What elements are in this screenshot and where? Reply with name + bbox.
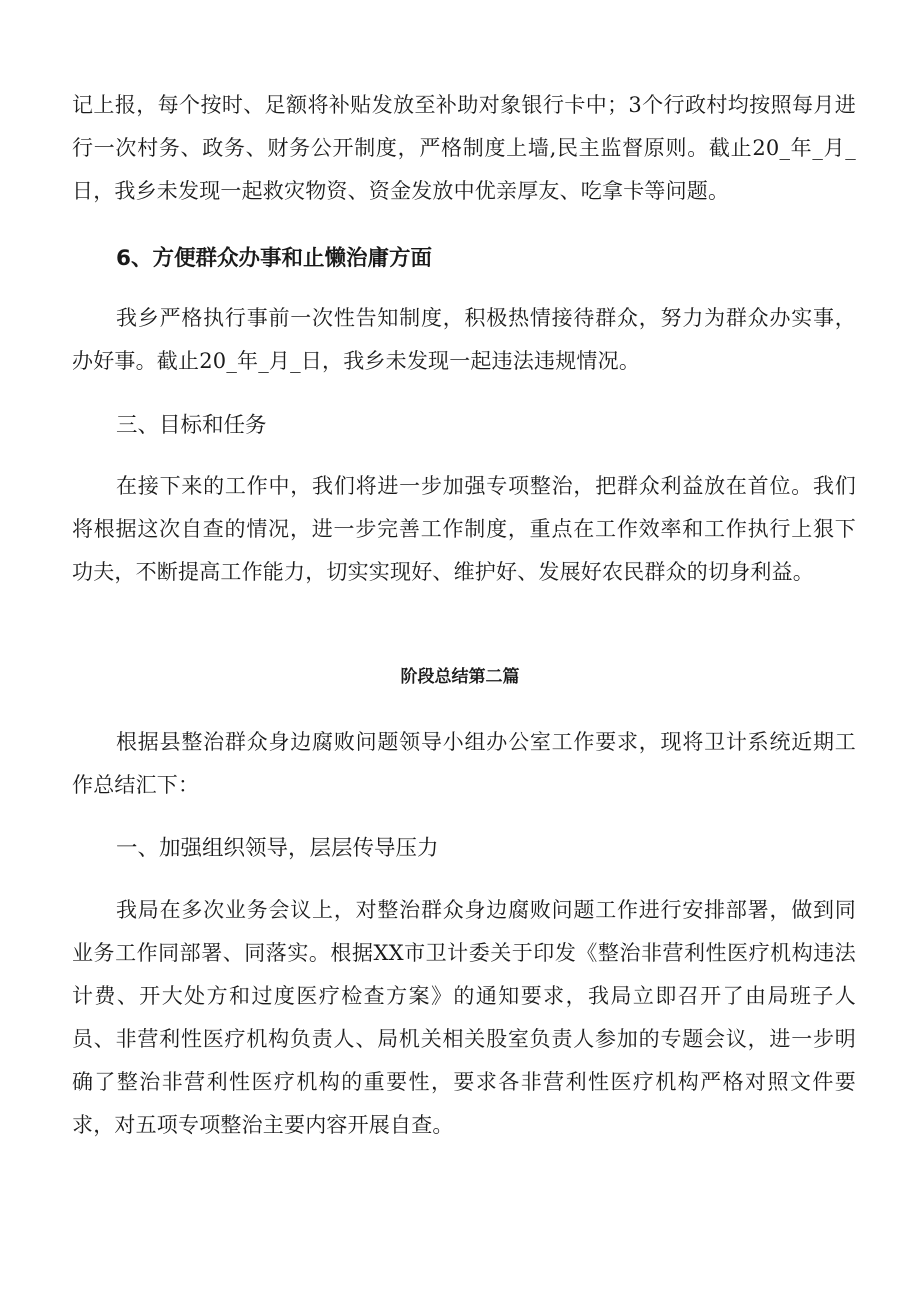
heading-section-3: 三、目标和任务 <box>116 413 267 438</box>
heading-section-1: 一、加强组织领导，层层传导压力 <box>116 836 439 861</box>
paragraph-intro: 根据县整治群众身边腐败问题领导小组办公室工作要求，现将卫计系统近期工作总结汇下： <box>72 730 856 797</box>
paragraph-section-3: 在接下来的工作中，我们将进一步加强专项整治，把群众利益放在首位。我们将根据这次自查的情况，进一步完善工作制度，重点在工作效率和工作执行上狠下功夫，不断提高工作能力，切实实现好、维护好、发展好农民群众的切身利益。 <box>72 474 856 584</box>
paragraph-section-1: 我局在多次业务会议上，对整治群众身边腐败问题工作进行安排部署，做到同业务工作同部署、同落实。根据XX市卫计委关于印发《整治非营利性医疗机构违法计费、开大处方和过度医疗检查方案》的通知要求，我局立即召开了由局班子人员、非营利性医疗机构负责人、局机关相关股室负责人参加的专题会议，进一步明确了整治非营利性医疗机构的重要性，要求各非营利性医疗机构严格对照文件要求，对五项专项整治主要内容开展自查。 <box>72 898 856 1137</box>
section-title: 阶段总结第二篇 <box>400 667 520 687</box>
paragraph-section-6: 我乡严格执行事前一次性告知制度，积极热情接待群众，努力为群众办实事，办好事。截止20_年_月_日，我乡未发现一起违法违规情况。 <box>72 306 856 373</box>
paragraph-top: 记上报，每个按时、足额将补贴发放至补助对象银行卡中；3个行政村均按照每月进行一次村务、政务、财务公开制度，严格制度上墙,民主监督原则。截止20_年_月_日，我乡未发现一起救灾物资、资金发放中优亲厚友、吃拿卡等问题。 <box>72 93 856 203</box>
heading-section-6: 6、方便群众办事和止懒治庸方面 <box>116 246 432 271</box>
